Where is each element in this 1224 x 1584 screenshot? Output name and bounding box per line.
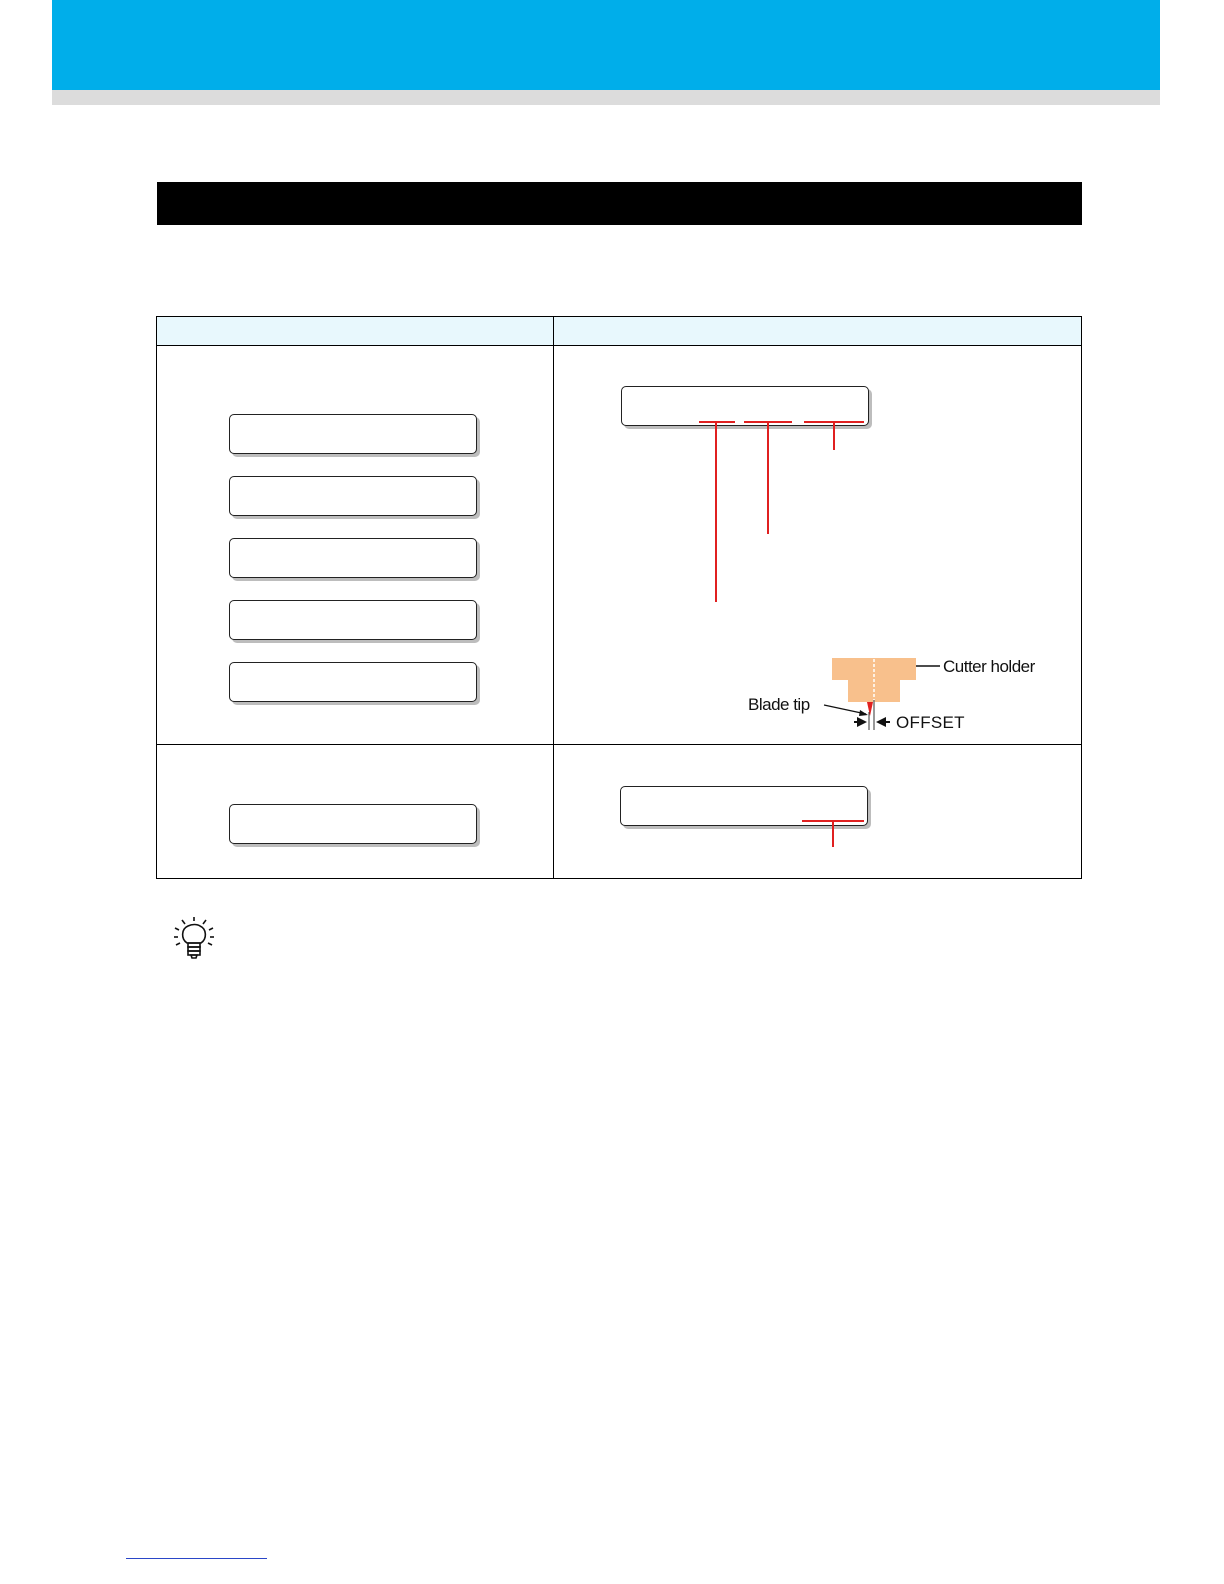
lcd-display	[229, 414, 477, 454]
lcd-display	[229, 538, 477, 578]
lcd-display-annotated	[621, 386, 869, 426]
offset-arrow-left	[876, 717, 886, 727]
page-header-shadow	[52, 90, 1160, 105]
lcd-display	[229, 600, 477, 640]
lcd-display	[229, 476, 477, 516]
settings-table	[156, 316, 1082, 879]
cutter-holder-label: Cutter holder	[943, 657, 1035, 676]
offset-arrow-right	[857, 717, 867, 727]
callout-underline	[699, 421, 735, 423]
callout-leader	[833, 422, 835, 450]
callout-leader	[832, 821, 834, 847]
lightbulb-icon	[172, 916, 216, 962]
table-header-row	[157, 317, 1081, 346]
lcd-display	[229, 804, 477, 844]
blade-tip-label: Blade tip	[748, 695, 810, 714]
lcd-display	[229, 662, 477, 702]
blade-tip-marker	[867, 702, 873, 716]
offset-label: OFFSET	[896, 713, 965, 732]
section-title-bar	[157, 182, 1082, 225]
column-divider	[553, 317, 554, 878]
callout-leader	[767, 422, 769, 534]
row-divider	[157, 744, 1081, 745]
page-header-band	[52, 0, 1160, 90]
footer-link-underline[interactable]	[126, 1558, 267, 1559]
callout-leader	[715, 422, 717, 602]
